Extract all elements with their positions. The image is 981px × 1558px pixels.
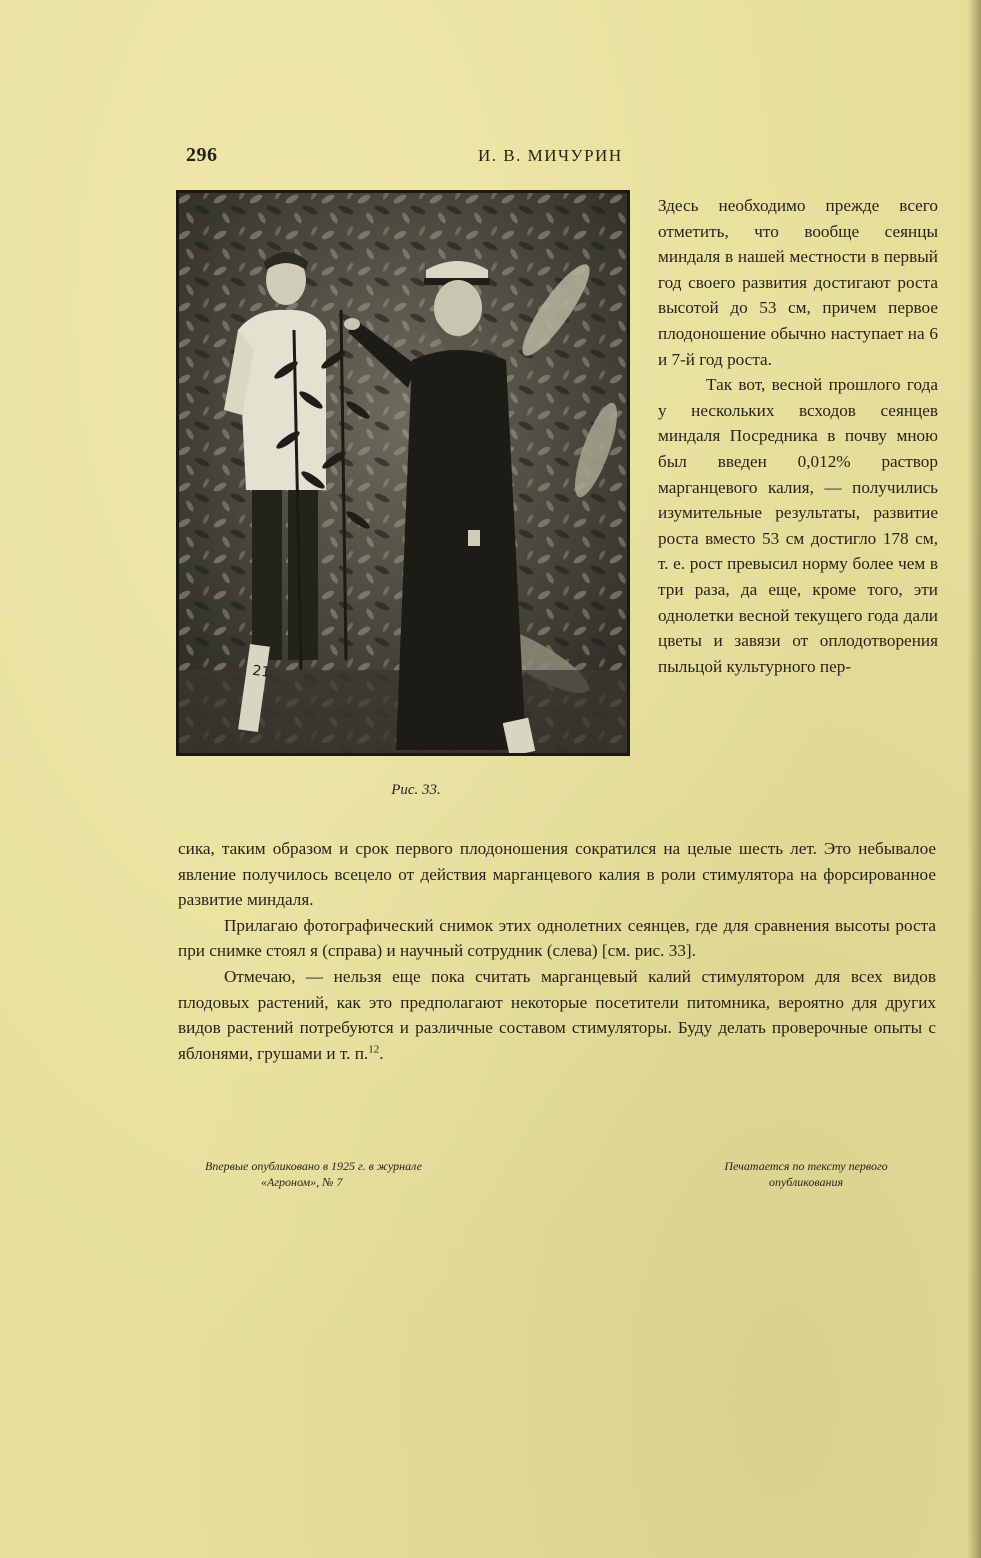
main-column-text xyxy=(178,836,936,1066)
source-note-line2: опубликования xyxy=(768,1175,844,1189)
publication-note-line2: «Агроном», № 7 xyxy=(261,1175,343,1189)
figure-photo xyxy=(176,190,630,756)
running-head: И. В. МИЧУРИН xyxy=(478,146,623,165)
publication-note xyxy=(205,1158,505,1190)
figure-caption: Рис. 33. xyxy=(391,782,441,798)
paragraph: Так вот, весной прошлого года у нескольких всходов сеянцев миндаля Посредника в почву мною был введен 0,012% раствор марганцевого калия, — получились изумительные результаты, развитие роста вместо 53 см достигло 178 см, т. е. рост превысил норму более чем в три раза, да еще, кроме того, эти однолетки весной текущего года дали цветы и завязи от оплодотворения пыльцой культурного пер- xyxy=(658,375,938,676)
publication-note-line1: Впервые опубликовано в 1925 г. в журнале xyxy=(205,1159,422,1173)
source-note xyxy=(666,1158,946,1190)
stake-label: 21 xyxy=(251,662,272,682)
page-edge-shadow xyxy=(967,0,981,1558)
page-number: 296 xyxy=(186,144,218,166)
footnote-reference: 12 xyxy=(368,1043,380,1056)
paragraph: Отмечаю, — нельзя еще пока считать марганцевый калий стимулятором для всех видов плодовых растений, как это предполагают некоторые посетители питомника, вероятно для других видов растений потребуются и различные составом стимуляторы. Буду делать проверочные опыты с яблонями, грушами и т. п.$^{12}$. xyxy=(178,966,936,1063)
paragraph: сика, таким образом и срок первого плодоношения сократился на целые шесть лет. Это небывалое явление получилось всецело от действия марганцевого калия в роли стимулятора на форсированное развитие миндаля. xyxy=(178,839,936,910)
photo-illustration xyxy=(176,190,630,756)
page-header xyxy=(186,144,906,170)
paragraph-text: Отмечаю, — нельзя еще пока считать марганцевый калий стимулятором для всех видов плодовых растений, как это предполагают некоторые посетители питомника, вероятно для других видов растений потребуются и различные составом стимуляторы. Буду делать проверочные опыты с яблонями, грушами и т. п. xyxy=(178,966,936,1063)
side-column-text xyxy=(658,193,938,679)
paragraph: Прилагаю фотографический снимок этих однолетних сеянцев, где для сравнения высоты роста при снимке стоял я (справа) и научный сотрудник (слева) [см. рис. 33]. xyxy=(178,915,936,961)
paragraph: Здесь необходимо прежде всего отметить, что вообще сеянцы миндаля в нашей местности в первый год своего развития достигают роста высотой до 53 см, причем первое плодоношение обычно наступает на 6 и 7-й год роста. xyxy=(658,196,938,369)
source-note-line1: Печатается по тексту первого xyxy=(724,1159,888,1173)
